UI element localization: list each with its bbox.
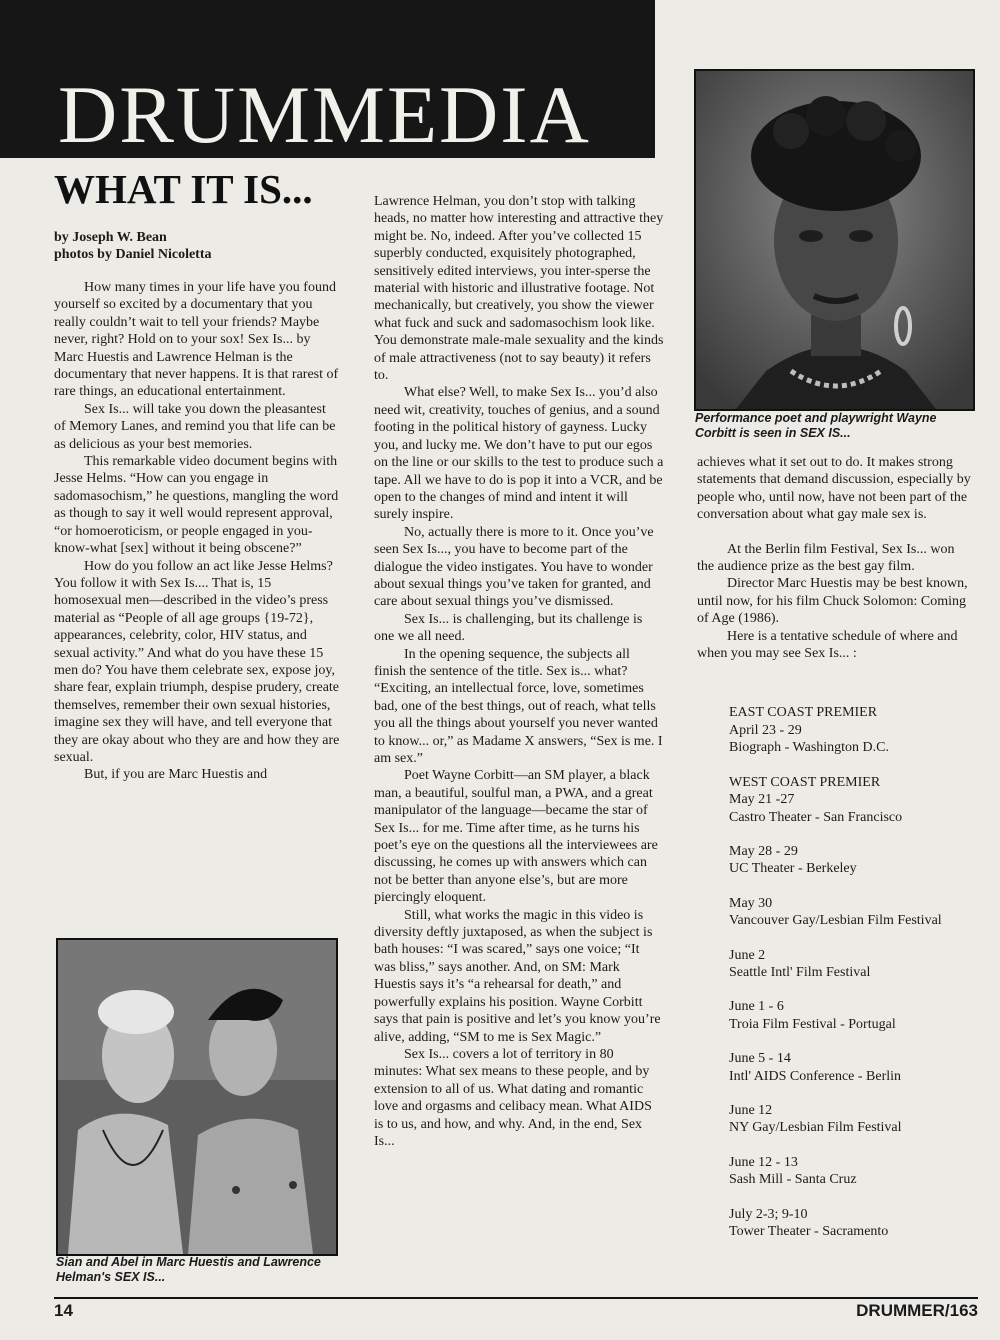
schedule-line: May 28 - 29: [729, 843, 798, 859]
article-headline: WHAT IT IS...: [54, 166, 313, 212]
schedule-line: UC Theater - Berkeley: [729, 861, 857, 877]
couple-photo: [56, 938, 338, 1256]
paragraph: Here is a tentative schedule of where and when you may see Sex Is... :: [697, 628, 958, 662]
schedule-line: July 2-3; 9-10: [729, 1206, 808, 1222]
schedule-line: Biograph - Washington D.C.: [729, 740, 889, 756]
masthead-banner: [0, 0, 655, 158]
schedule-entry: [729, 704, 975, 756]
paragraph: How many times in your life have you found yourself so excited by a documentary that you really couldn’t wait to tell your friends? Maybe never, right? Hold on to your sox! Sex Is... by Marc Huestis and Lawrence Helman is the documentary that never happens. It is that rarest of rare things, an educational entertainment.: [54, 280, 339, 400]
schedule-entry: [729, 947, 975, 982]
schedule-line: May 30: [729, 895, 773, 911]
paragraph: How do you follow an act like Jesse Helms? You follow it with Sex Is.... That is, 15 homosexual men—described in the video’s press material as “People of all age groups {19-72}, appearances, celebrity, color, HIV status, and sexual activity.” And what do you have these 15 men do? You have them celebrate sex, expose joy, share fear, explain triumph, despise prudery, create themselves, remember their own sexual histories, imagine sex they will have, and tell everyone that they are okay about who they are and how they are sexual.: [54, 558, 340, 765]
paragraph-spacer: [697, 524, 975, 541]
article-column-1: [54, 279, 340, 784]
paragraph: Lawrence Helman, you don’t stop with talking heads, no matter how interesting and attractive they might be. No, indeed. After you’ve collected 15 superbly conducted, exquisitely photographed, sensitively edited interviews, you inter-sperse the material with historic and illustrative footage. Not mechanically, but creatively, you show the viewer what fuck and suck and sadomasochism look like. You demonstrate male-male sexuality and the kinds of male attractiveness (not to say beauty) it refers to.: [374, 194, 664, 384]
portrait-caption: Performance poet and playwright Wayne Corbitt is seen in SEX IS...: [695, 411, 937, 440]
schedule-line: EAST COAST PREMIER: [729, 705, 878, 721]
schedule-line: April 23 - 29: [729, 722, 802, 738]
paragraph: Poet Wayne Corbitt—an SM player, a black man, a beautiful, soulful man, a PWA, and a great manipulator of the language—became the star of Sex Is... for me. Time after time, as he turns his poet’s eye on the questions all the interviewees are discussing, he comes up with answers which can not be better than anyone else’s, but are more piercingly eloquent.: [374, 768, 658, 906]
schedule-entry: [729, 1206, 975, 1241]
schedule-entry: [729, 1050, 975, 1085]
magazine-folio: DRUMMER/163: [856, 1301, 978, 1320]
paragraph: Sex Is... will take you down the pleasantest of Memory Lanes, and remind you that life can be as delicious as your best memories.: [54, 401, 336, 452]
portrait-photo: [694, 69, 975, 411]
schedule-entry: [729, 1154, 975, 1189]
schedule-line: May 21 -27: [729, 792, 795, 808]
schedule-line: Troia Film Festival - Portugal: [729, 1016, 896, 1032]
paragraph: What else? Well, to make Sex Is... you’d also need wit, creativity, touches of genius, and a sound footing in the political history of gayness. Lucky you, and lucky me. We don’t have to put our egos on the line or our skills to the test to produce such a tape. All we have to do is pop it into a VCR, and be open to the changes of mind and intent it will surely inspire.: [374, 385, 664, 523]
schedule-line: Vancouver Gay/Lesbian Film Festival: [729, 913, 942, 929]
screening-schedule: [697, 704, 975, 1240]
paragraph: Still, what works the magic in this video is diversity deftly juxtaposed, as when the subject is bath houses: “I was scared,” says one voice; “It was bliss,” says another. And, on SM: Mark Huestis says it’s “a rehearsal for death,” and powerfully explains his position. Wayne Corbitt says that pain is positive and let’s you know you’re alive, adding, “SM to me is Sex Magic.”: [374, 907, 661, 1045]
photo-credit: photos by Daniel Nicoletta: [54, 247, 212, 262]
author-credit: by Joseph W. Bean: [54, 230, 167, 245]
paragraph: This remarkable video document begins with Jesse Helms. “How can you engage in sadomasochism,” he questions, mangling the word as though to say it well would represent approval, “or homoeroticism, or people engaged in you-know-what [sex] without it being obscene?”: [54, 454, 339, 557]
page-number: 14: [54, 1301, 73, 1320]
paragraph: No, actually there is more to it. Once you’ve seen Sex Is..., you have to become part of the dialogue the video instigates. You have to wonder about sexual things you’ve taken for granted, and care about sexual things you’ve dismissed.: [374, 524, 654, 610]
schedule-entry: [729, 843, 975, 878]
paragraph: achieves what it set out to do. It makes strong statements that demand discussion, especially by people who, until now, have not been part of the conversation about what gay male sex is.: [697, 455, 971, 523]
schedule-entry: [729, 774, 975, 826]
schedule-line: Seattle Intl' Film Festival: [729, 964, 871, 980]
portrait-image: [696, 71, 973, 409]
article-column-3: [697, 454, 975, 1257]
paragraph: In the opening sequence, the subjects all finish the sentence of the title. Sex is... what? “Exciting, an intellectual force, love, sometimes bad, one of the best things, out of reach, what tells you all the things about yourself you never wanted to know... or,” as Madame X answers, “Sex is me. I am sex.”: [374, 646, 663, 766]
footer-rule: [54, 1297, 978, 1299]
schedule-line: Tower Theater - Sacramento: [729, 1224, 889, 1239]
schedule-line: June 12 - 13: [729, 1154, 798, 1170]
schedule-line: Sash Mill - Santa Cruz: [729, 1172, 857, 1188]
section-title: DRUMMEDIA: [58, 69, 591, 160]
schedule-line: June 12: [729, 1102, 773, 1118]
schedule-entry: [729, 895, 975, 930]
paragraph: Director Marc Huestis may be best known, until now, for his film Chuck Solomon: Coming of Age (1986).: [697, 576, 968, 627]
schedule-line: NY Gay/Lesbian Film Festival: [729, 1120, 902, 1136]
schedule-line: Castro Theater - San Francisco: [729, 809, 903, 825]
schedule-line: Intl' AIDS Conference - Berlin: [729, 1068, 902, 1084]
paragraph: Sex Is... is challenging, but its challenge is one we all need.: [374, 611, 643, 645]
couple-image: [58, 940, 336, 1254]
schedule-line: June 1 - 6: [729, 999, 784, 1015]
schedule-line: June 5 - 14: [729, 1051, 791, 1067]
schedule-line: June 2: [729, 947, 766, 963]
article-column-2: [374, 193, 664, 1150]
schedule-line: WEST COAST PREMIER: [729, 774, 881, 790]
paragraph: At the Berlin film Festival, Sex Is... won the audience prize as the best gay film.: [697, 541, 955, 575]
paragraph: But, if you are Marc Huestis and: [84, 767, 268, 783]
couple-caption: Sian and Abel in Marc Huestis and Lawrence Helman's SEX IS...: [56, 1255, 321, 1284]
schedule-entry: [729, 1102, 975, 1137]
byline: [54, 229, 212, 263]
paragraph: Sex Is... covers a lot of territory in 80 minutes: What sex means to these people, and by extension to all of us. What dating and romantic love and orgasms and celibacy mean. What AIDS is to us, and how, and why. And, in the end, Sex Is...: [374, 1046, 652, 1149]
schedule-entry: [729, 998, 975, 1033]
